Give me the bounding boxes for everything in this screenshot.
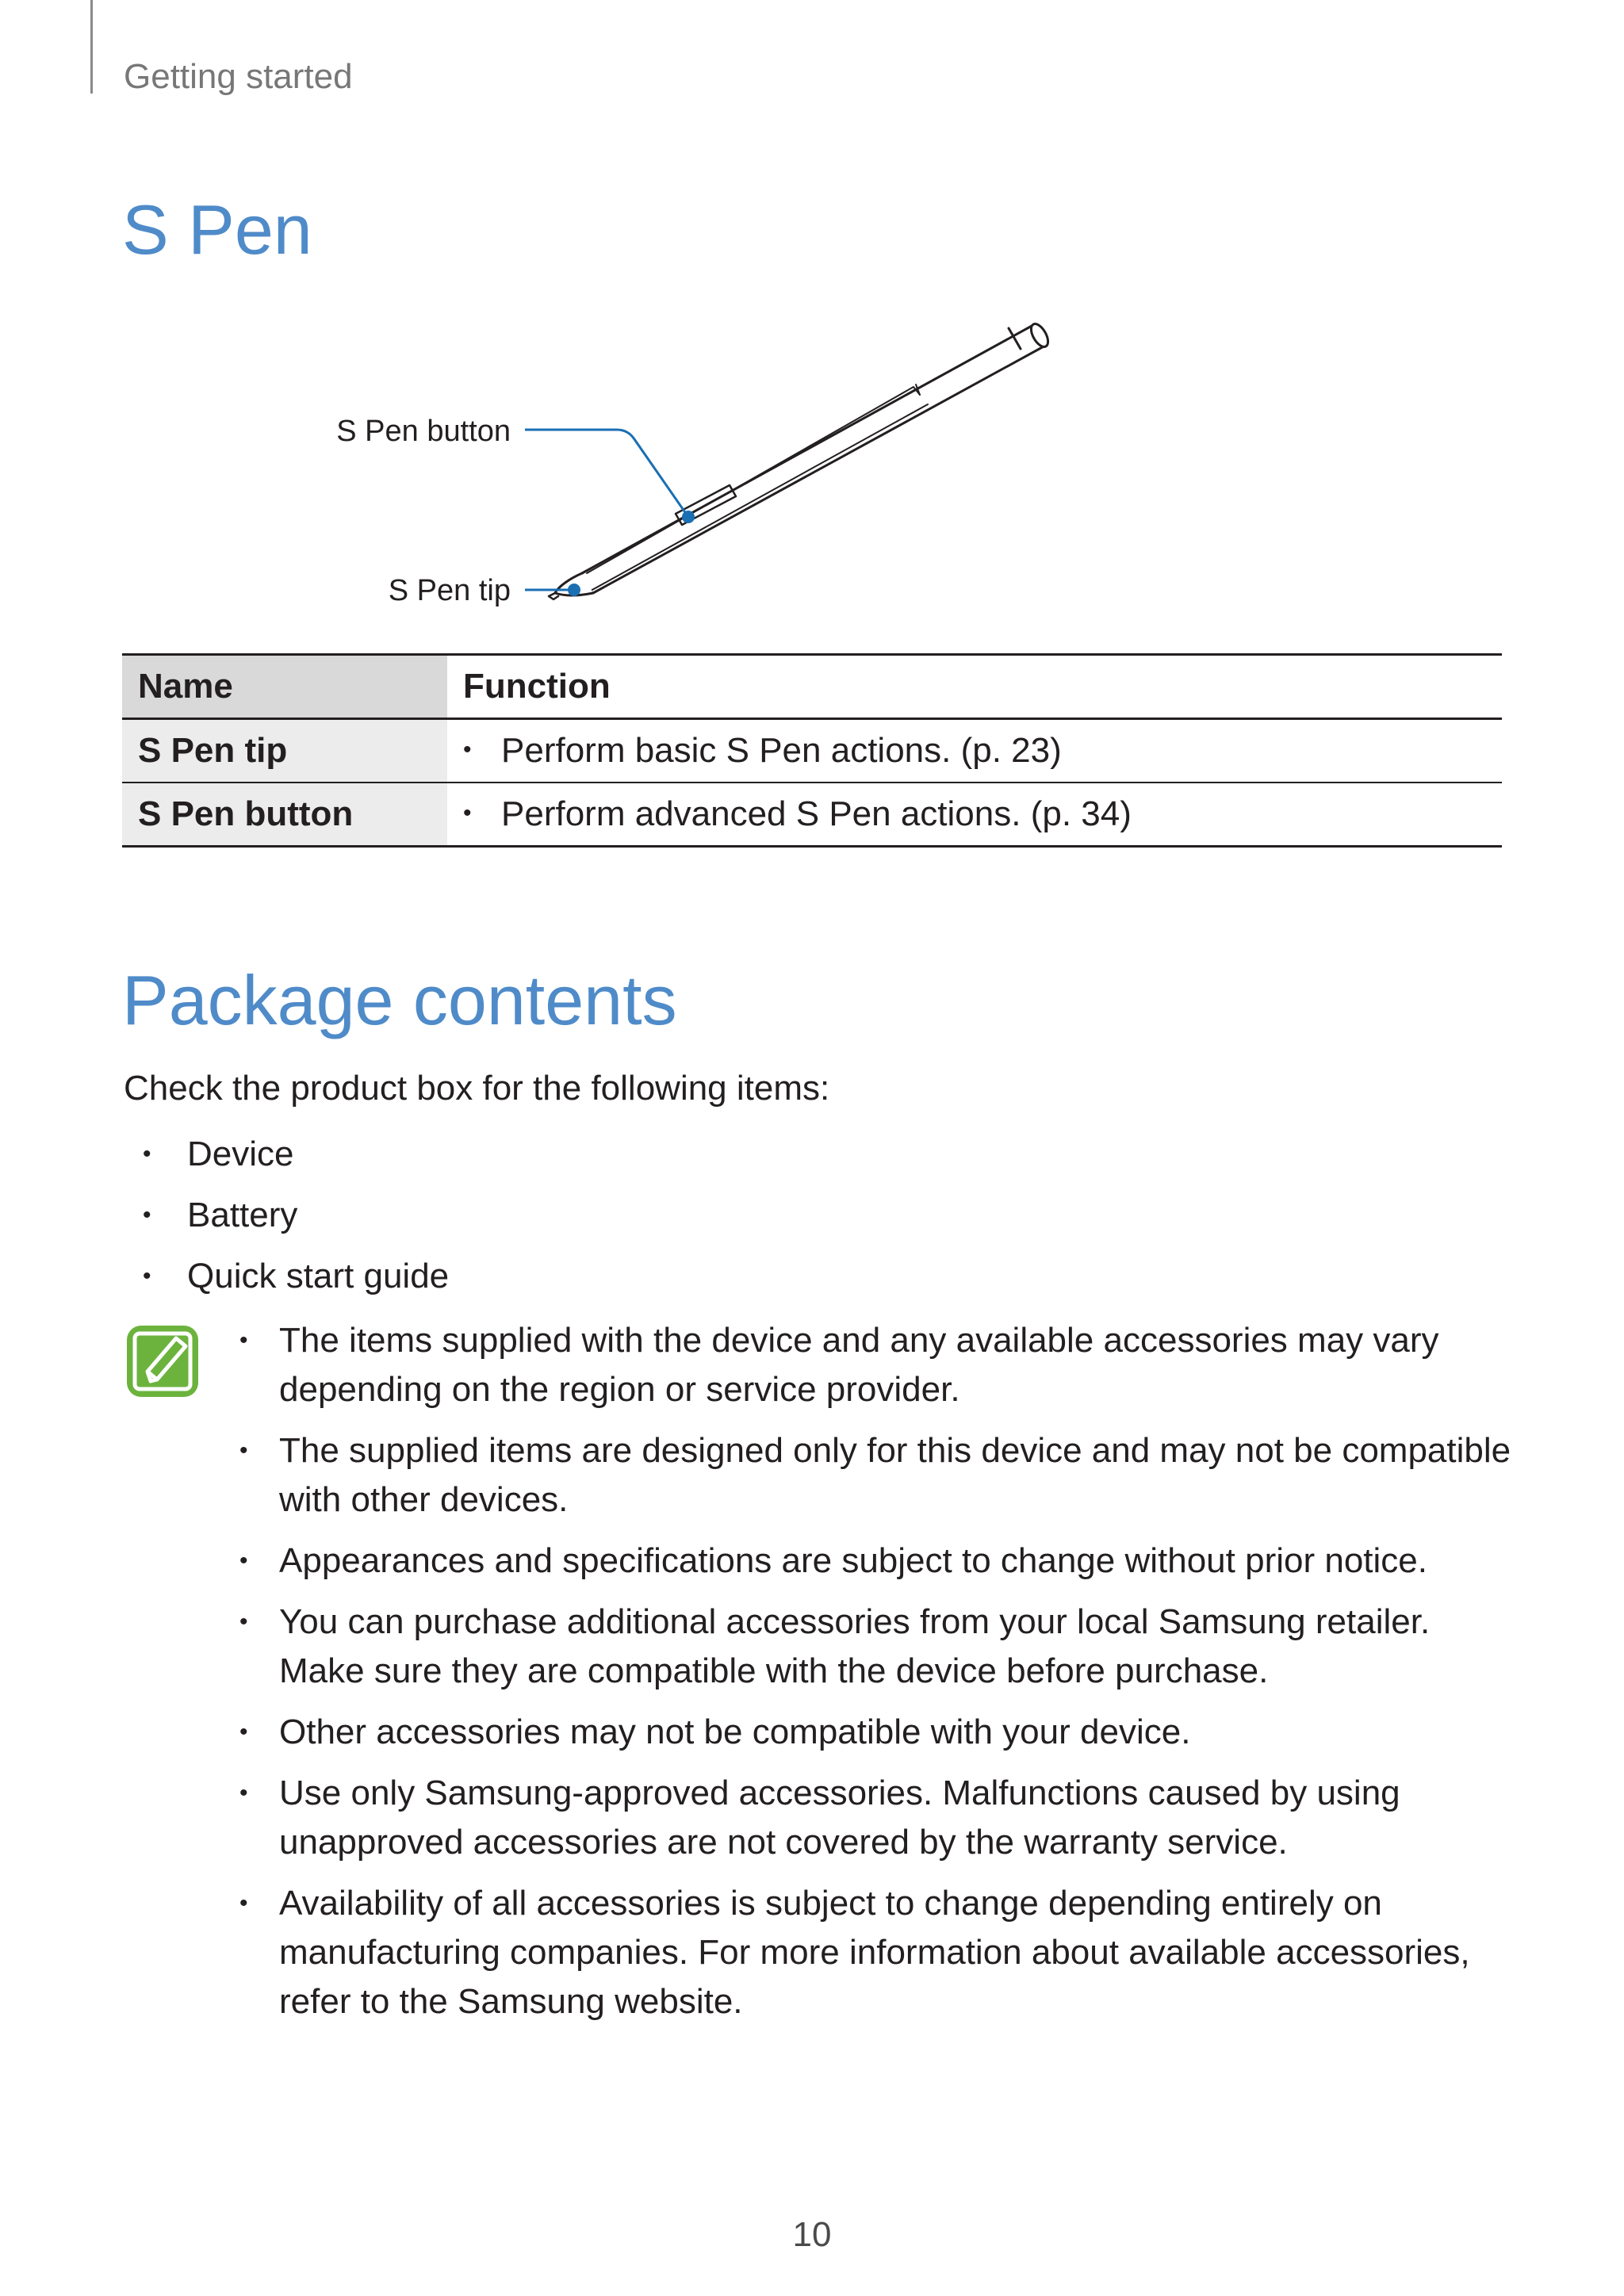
list-item xyxy=(124,1253,449,1314)
note-item xyxy=(233,1879,1518,2026)
row-name: S Pen button xyxy=(122,783,447,847)
note-text: Other accessories may not be compatible with your device. xyxy=(279,1712,1191,1751)
header-name: Name xyxy=(122,655,447,719)
bullet: • xyxy=(143,1263,151,1289)
table-row xyxy=(122,719,1502,783)
pen-inner-line-2 xyxy=(591,404,928,591)
note-text: Availability of all accessories is subject to change depending entirely on manufacturing companies. For more information about available accessories, refer to the Samsung website. xyxy=(279,1884,1470,2021)
button-callout-line xyxy=(525,430,688,517)
row-name: S Pen tip xyxy=(122,719,447,783)
note-item xyxy=(233,1536,1518,1586)
table-row xyxy=(122,783,1502,847)
list-item-text: Device xyxy=(187,1135,294,1173)
list-item-text: Battery xyxy=(187,1196,298,1234)
note-item xyxy=(233,1316,1518,1414)
bullet: • xyxy=(239,1437,248,1464)
tip-callout-dot xyxy=(568,584,580,596)
bullet: • xyxy=(239,1609,248,1635)
note-item xyxy=(233,1598,1518,1696)
row-function-text: Perform advanced S Pen actions. (p. 34) xyxy=(501,794,1132,833)
bullet: • xyxy=(239,1327,248,1353)
note-item xyxy=(233,1426,1518,1525)
note-text: You can purchase additional accessories from your local Samsung retailer. Make sure they are compatible with the device before purchase. xyxy=(279,1602,1431,1690)
bullet: • xyxy=(463,737,472,763)
spen-button-label: S Pen button xyxy=(336,415,511,448)
page-number: 10 xyxy=(792,2215,832,2254)
row-function-text: Perform basic S Pen actions. (p. 23) xyxy=(501,731,1062,770)
bullet: • xyxy=(239,1890,248,1916)
row-function xyxy=(447,783,1502,847)
spen-illustration xyxy=(317,301,1078,618)
list-item-text: Quick start guide xyxy=(187,1257,450,1295)
table-header-row xyxy=(122,655,1502,719)
note-pencil-icon xyxy=(124,1322,201,1400)
bullet: • xyxy=(143,1141,151,1167)
bullet: • xyxy=(463,800,472,826)
package-items-list xyxy=(124,1131,449,1314)
note-item xyxy=(233,1708,1518,1757)
corner-rule xyxy=(90,0,93,94)
bullet: • xyxy=(143,1202,151,1228)
note-text: Use only Samsung-approved accessories. Malfunctions caused by using unapproved accessories are not covered by the warranty service. xyxy=(279,1774,1400,1862)
section-header: Getting started xyxy=(124,57,353,96)
package-intro: Check the product box for the following items: xyxy=(124,1069,830,1108)
bullet: • xyxy=(239,1548,248,1574)
spen-tip-label: S Pen tip xyxy=(388,574,511,607)
note-item xyxy=(233,1769,1518,1867)
bullet: • xyxy=(239,1780,248,1806)
list-item xyxy=(124,1131,449,1192)
row-function xyxy=(447,719,1502,783)
note-text: Appearances and specifications are subject to change without prior notice. xyxy=(279,1541,1427,1580)
spen-figure xyxy=(317,301,1078,618)
notes-list xyxy=(233,1316,1518,2038)
note-text: The supplied items are designed only for this device and may not be compatible with other devices. xyxy=(279,1431,1511,1519)
spen-title: S Pen xyxy=(122,190,312,269)
button-callout-dot xyxy=(682,511,695,523)
spen-table xyxy=(122,653,1502,848)
package-title: Package contents xyxy=(122,961,677,1039)
note-text: The items supplied with the device and any available accessories may vary depending on the region or service provider. xyxy=(279,1321,1439,1409)
list-item xyxy=(124,1192,449,1253)
header-function: Function xyxy=(463,667,611,706)
bullet: • xyxy=(239,1719,248,1745)
